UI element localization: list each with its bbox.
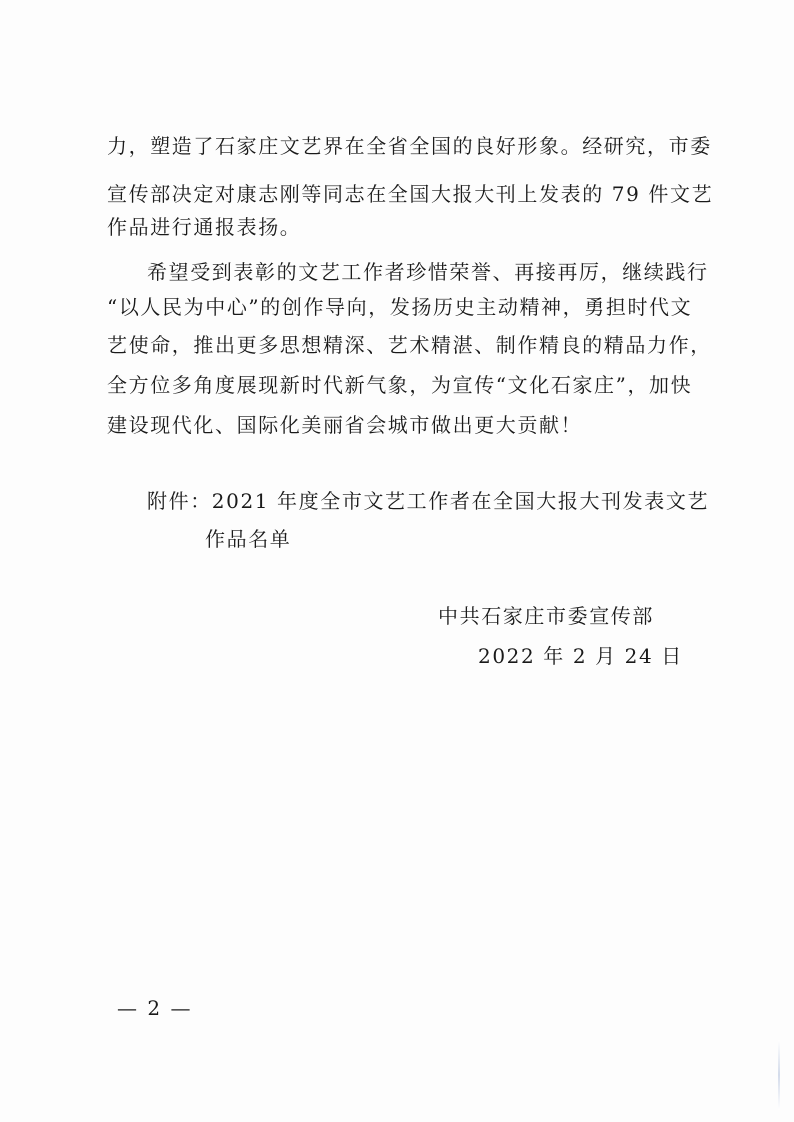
attachment-line-1: 附件：2021 年度全市文艺工作者在全国大报大刊发表文艺 [147, 489, 710, 513]
attachment-line-2: 作品名单 [205, 527, 292, 551]
body-paragraph-1-line-3: 作品进行通报表扬。 [107, 215, 302, 239]
body-paragraph-2-line-2: “以人民为中心”的创作导向，发扬历史主动精神，勇担时代文 [107, 295, 693, 319]
body-paragraph-1-line-2: 宣传部决定对康志刚等同志在全国大报大刊上发表的 79 件文艺 [107, 182, 714, 206]
body-paragraph-2-line-3: 艺使命，推出更多思想精深、艺术精湛、制作精良的精品力作， [107, 333, 712, 357]
body-paragraph-2-line-1: 希望受到表彰的文艺工作者珍惜荣誉、再接再厉，继续践行 [147, 260, 709, 284]
scan-edge-mark [778, 1040, 780, 1110]
page-number: — 2 — [117, 996, 193, 1020]
body-paragraph-2-line-5: 建设现代化、国际化美丽省会城市做出更大贡献！ [107, 413, 583, 437]
body-paragraph-1-line-1: 力，塑造了石家庄文艺界在全省全国的良好形象。经研究，市委 [107, 134, 712, 158]
signature-date: 2022 年 2 月 24 日 [478, 644, 683, 668]
body-paragraph-2-line-4: 全方位多角度展现新时代新气象，为宣传“文化石家庄”，加快 [107, 373, 693, 397]
signature-organization: 中共石家庄市委宣传部 [438, 604, 654, 628]
